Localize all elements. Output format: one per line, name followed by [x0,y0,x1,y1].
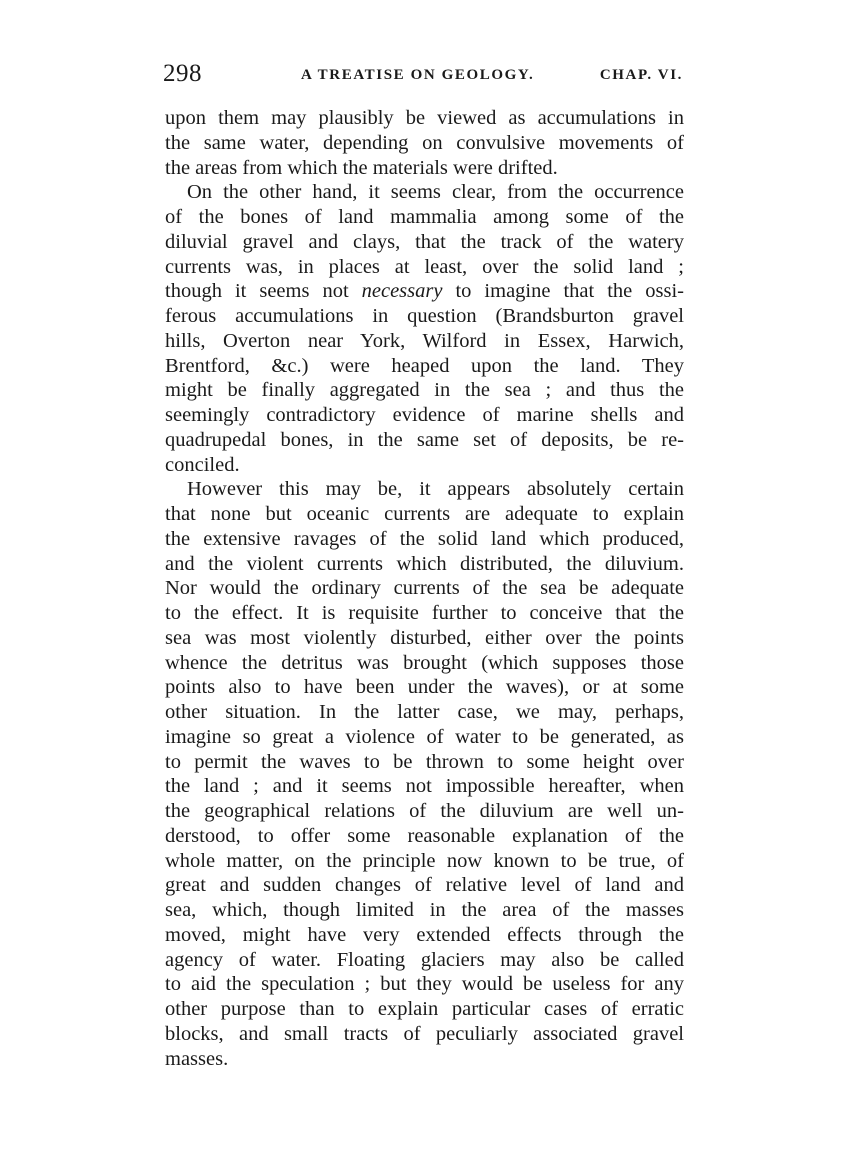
body-text [165,106,684,1071]
text-line: Brentford, &c.) were heaped upon the land. They [165,354,684,377]
text-line: derstood, to offer some reasonable explanation of the [165,824,684,847]
text-line: might be finally aggregated in the sea ; and thus the [165,379,684,402]
text-line: great and sudden changes of relative level of land and [165,874,684,897]
text-line: On the other hand, it seems clear, from the occurrence [187,181,684,204]
text-line: currents was, in places at least, over the solid land ; [165,255,684,278]
text-line: sea was most violently disturbed, either over the points [165,626,684,649]
text-line: to permit the waves to be thrown to some height over [165,750,684,773]
text-line: points also to have been under the waves), or at some [165,676,684,699]
running-head [163,60,683,90]
text-line: However this may be, it appears absolutely certain [187,478,684,501]
paragraph-2 [165,180,684,477]
text-line: sea, which, though limited in the area of the masses [165,899,684,921]
emphasized-word: necessary [361,280,443,303]
text-line: to aid the speculation ; but they would be useless for any [165,973,684,996]
text-line: moved, might have very extended effects through the [165,923,684,946]
text-line: other purpose than to explain particular cases of erratic [165,998,684,1020]
text-line-part: though it seems not necessary to imagine that the ossi- [165,280,684,303]
text-line: to the effect. It is requisite further to conceive that the [165,602,684,624]
text-line: agency of water. Floating glaciers may also be called [165,948,684,971]
text-line: the geographical relations of the diluvium are well un- [165,800,684,822]
text-line: masses. [165,1047,229,1070]
text-line: the extensive ravages of the solid land which produced, [165,527,684,550]
running-title: A TREATISE ON GEOLOGY. [301,67,535,83]
paragraph-1 [165,106,684,180]
text-line [165,279,684,304]
text-line: that none but oceanic currents are adequate to explain [165,503,684,525]
page-number: 298 [163,60,202,87]
text-line: imagine so great a violence of water to be generated, as [165,725,684,748]
text-line: quadrupedal bones, in the same set of deposits, be re- [165,428,684,451]
text-line: of the bones of land mammalia among some of the [165,206,684,228]
paragraph-3 [165,477,684,1071]
text-line: the areas from which the materials were drifted. [165,156,558,179]
text-line: conciled. [165,453,240,476]
text-line: and the violent currents which distributed, the diluvium. [165,552,684,575]
text-line: whence the detritus was brought (which supposes those [165,651,684,674]
text-line: seemingly contradictory evidence of marine shells and [165,404,684,426]
text-line: Nor would the ordinary currents of the sea be adequate [165,577,684,600]
text-line: diluvial gravel and clays, that the track of the watery [165,230,684,253]
text-line: upon them may plausibly be viewed as accumulations in [165,107,684,129]
text-line: other situation. In the latter case, we may, perhaps, [165,701,684,723]
text-line: blocks, and small tracts of peculiarly associated gravel [165,1022,684,1045]
text-line: whole matter, on the principle now known to be true, of [165,849,684,872]
text-line: the same water, depending on convulsive movements of [165,131,684,154]
chapter-label: CHAP. VI. [599,67,683,83]
text-line: ferous accumulations in question (Brandsburton gravel [165,305,684,327]
text-line: hills, Overton near York, Wilford in Essex, Harwich, [165,329,684,352]
text-line: the land ; and it seems not impossible hereafter, when [165,775,684,798]
